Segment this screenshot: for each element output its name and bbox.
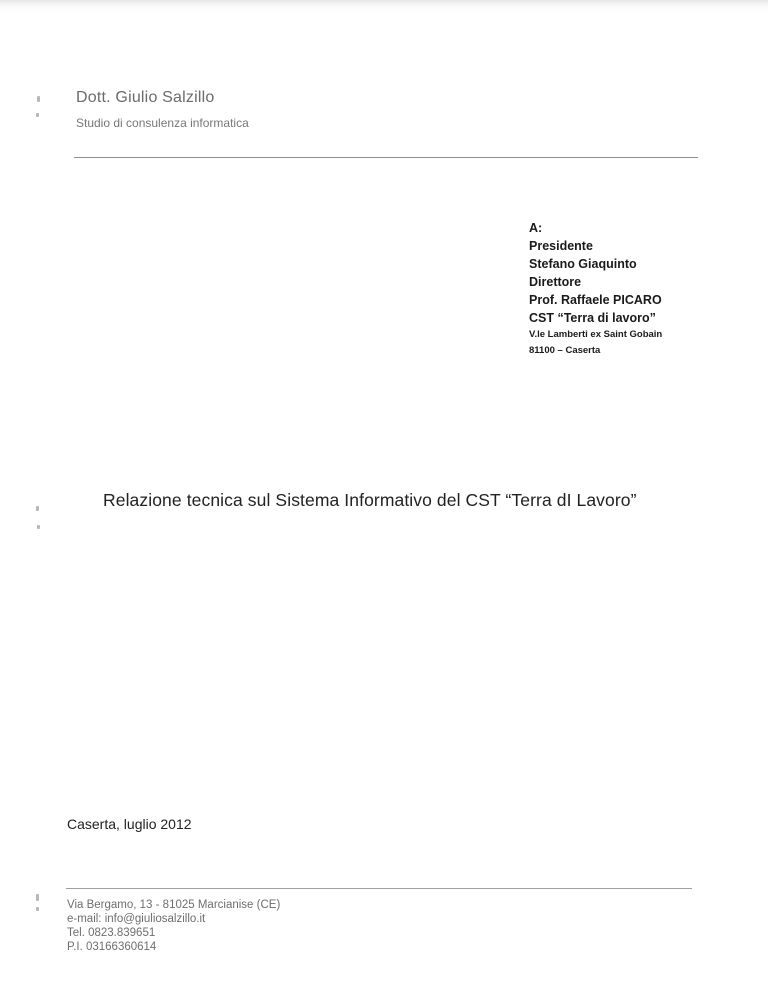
recipient-organization: CST “Terra di lavoro” xyxy=(529,311,656,325)
recipient-role-director: Direttore xyxy=(529,275,582,289)
recipient-president-name: Stefano Giaquinto xyxy=(529,257,637,271)
recipient-city: 81100 – Caserta xyxy=(529,345,601,356)
footer-email: e-mail: info@giuliosalzillo.it xyxy=(67,913,206,925)
header-divider xyxy=(74,157,698,158)
letterhead-name: Dott. Giulio Salzillo xyxy=(76,89,215,106)
place-date: Caserta, luglio 2012 xyxy=(67,816,192,832)
document-title: Relazione tecnica sul Sistema Informativo del CST “Terra dI Lavoro” xyxy=(103,490,637,510)
recipient-role-president: Presidente xyxy=(529,239,593,253)
scan-mark xyxy=(36,907,39,911)
scan-mark xyxy=(36,894,39,901)
recipient-director-name: Prof. Raffaele PICARO xyxy=(529,293,662,307)
scan-mark xyxy=(37,525,40,529)
recipient-street: V.le Lamberti ex Saint Gobain xyxy=(529,329,663,340)
scan-mark xyxy=(37,96,40,102)
footer xyxy=(67,898,280,954)
recipient-label: A: xyxy=(529,221,543,235)
footer-vat: P.I. 03166360614 xyxy=(67,941,157,953)
letterhead xyxy=(76,88,249,130)
scan-mark xyxy=(36,113,39,117)
footer-phone: Tel. 0823.839651 xyxy=(67,927,156,939)
recipient-block xyxy=(529,219,662,359)
scan-mark xyxy=(36,506,39,511)
scan-edge-shadow xyxy=(0,0,768,8)
footer-divider xyxy=(66,888,692,889)
letterhead-subtitle: Studio di consulenza informatica xyxy=(76,116,249,130)
footer-address: Via Bergamo, 13 - 81025 Marcianise (CE) xyxy=(67,899,281,911)
